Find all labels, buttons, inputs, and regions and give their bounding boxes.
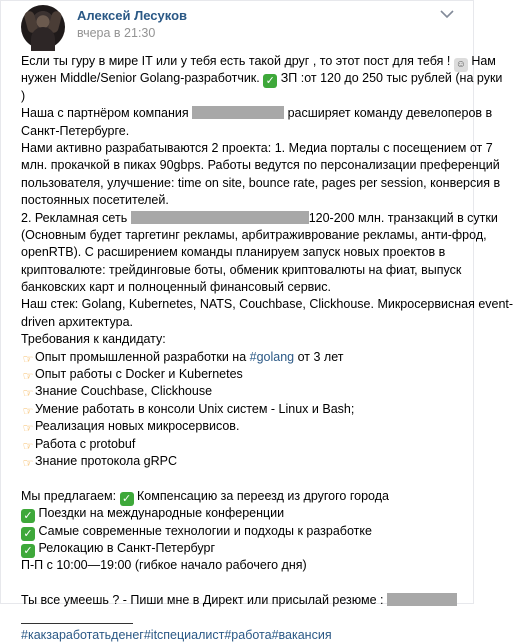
text-line: постоянных посетителей.: [21, 193, 169, 208]
text-line: расширяет команду девелоперов в: [287, 106, 493, 121]
check-icon: ✓: [21, 527, 35, 541]
check-icon: ✓: [21, 544, 35, 558]
text-line: Наш стек: Golang, Kubernetes, NATS, Couchbase, Clickhouse. Микросервисная event-: [21, 297, 513, 312]
text-line: от 3 лет: [294, 349, 344, 364]
text-line: Требования к кандидату:: [21, 332, 166, 347]
pointing-hand-icon: ☞: [22, 351, 34, 366]
text-line: Реализация новых микросервисов.: [35, 419, 240, 434]
text-line: Компенсацию за переезд из другого города: [133, 488, 389, 503]
text-line: Ты все умеешь ? - Пиши мне в Директ или присылай резюме :: [21, 593, 384, 608]
pointing-hand-icon: ☞: [22, 386, 34, 401]
pointing-hand-icon: ☞: [22, 403, 34, 418]
text-line: Если ты гуру в мире IT или у тебя есть такой друг , то этот пост для тебя !: [21, 54, 451, 68]
text-line: криптовалюте: трейдинговые боты, обменик криптовалюты на фиат, выпуск: [21, 262, 462, 277]
text-line: ): [21, 88, 26, 103]
pointing-hand-icon: ☞: [22, 455, 34, 470]
text-line: Знание Couchbase, Clickhouse: [35, 384, 213, 399]
text-line: Нами активно разрабатываются 2 проекта: 1. Медиа порталы с посещением от 7: [21, 140, 493, 155]
text-line: Нам: [467, 54, 496, 68]
check-icon: ✓: [120, 492, 134, 506]
text-line: Самые современные технологии и подходы к разработке: [38, 523, 372, 538]
redacted-contact: [387, 593, 457, 606]
post-menu-chevron-icon[interactable]: [439, 9, 455, 19]
text-line: Мы предлагаем:: [21, 488, 120, 503]
author-avatar[interactable]: [21, 5, 65, 49]
text-line: Знание протокола gRPC: [35, 453, 177, 468]
text-line: Умение работать в консоли Unix систем - Linux и Bash;: [35, 401, 355, 416]
text-line: ЗП :от 120 до 250 тыс рублей (на руки: [277, 71, 503, 86]
text-line: П-П с 10:00—19:00 (гибкое начало рабочего дня): [21, 558, 307, 573]
text-line: Санкт-Петербурге.: [21, 123, 130, 138]
text-line: openRTB). С расширением команды планируем запуск новых проектов в: [21, 245, 446, 260]
text-line: (Основным будет таргетинг рекламы, арбитраживрование рекламы, анти-фрод,: [21, 227, 487, 242]
text-line: Наша с партнёром компания: [21, 106, 189, 121]
text-line: Опыт промышленной разработки на: [35, 349, 250, 364]
redacted-company: [192, 106, 284, 119]
check-icon: ✓: [263, 74, 277, 88]
text-line: 120-200 млн. транзакций в сутки: [308, 210, 498, 225]
divider-line: [21, 613, 133, 624]
hashtag-link[interactable]: #golang: [249, 349, 295, 364]
text-line: млн. прокачкой в пиках 90gbps. Работы ведутся по персонализации преференций: [21, 158, 500, 173]
person-icon: ☺: [455, 59, 466, 70]
check-icon: ✓: [21, 509, 35, 523]
text-line: нужен Middle/Senior Golang-разработчик.: [21, 71, 260, 86]
text-line: Поездки на международные конференции: [38, 506, 285, 521]
author-name[interactable]: Алексей Лесуков: [77, 8, 188, 23]
text-line: пользователя, улучшение: time on site, bounce rate, pages per session, конверсия в: [21, 175, 501, 190]
text-line: Релокацию в Санкт-Петербург: [38, 540, 216, 555]
redacted-network: [131, 211, 309, 224]
post-text: [21, 53, 513, 644]
hashtags-link[interactable]: #какзаработатьденег#itспециалист#работа#вакансия: [21, 627, 332, 642]
text-line: 2. Рекламная сеть: [21, 210, 128, 225]
text-line: банковских карт и полноценный финансовый сервис.: [21, 280, 331, 295]
post-date[interactable]: вчера в 21:30: [77, 26, 156, 40]
text-line: Опыт работы с Docker и Kubernetes: [35, 367, 243, 382]
pointing-hand-icon: ☞: [22, 438, 34, 453]
text-line: driven архитектура.: [21, 314, 134, 329]
pointing-hand-icon: ☞: [22, 369, 34, 384]
text-line: Работа с protobuf: [35, 436, 136, 451]
pointing-hand-icon: ☞: [22, 421, 34, 436]
